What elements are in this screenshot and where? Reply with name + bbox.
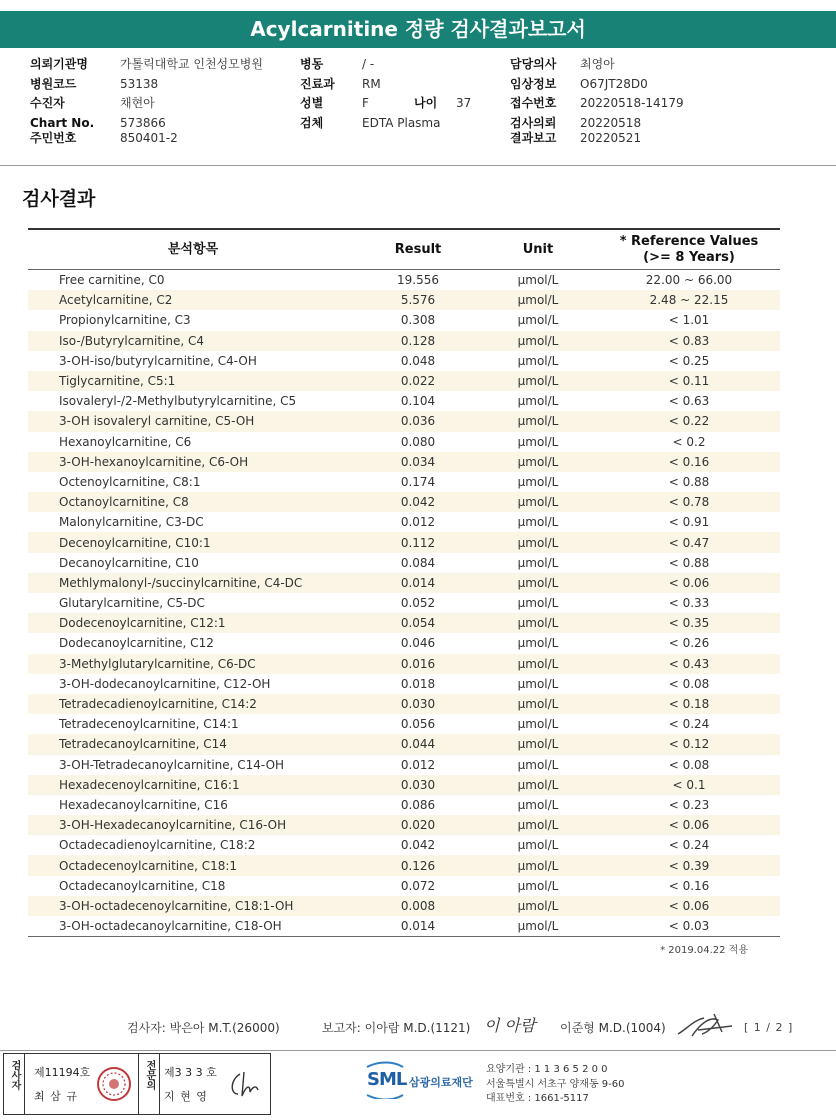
row-result: 0.034 xyxy=(358,452,478,472)
row-unit: μmol/L xyxy=(478,573,598,593)
row-reference: < 0.06 xyxy=(598,573,780,593)
stamp1-label: 검사자 xyxy=(9,1060,20,1090)
info-col-3 xyxy=(510,55,684,149)
row-unit: μmol/L xyxy=(517,636,559,651)
row-unit: μmol/L xyxy=(517,434,559,449)
row-result: 0.112 xyxy=(358,532,478,552)
stamp-box xyxy=(3,1053,271,1115)
row-reference: < 0.24 xyxy=(668,838,710,853)
row-name: 3-OH-octadecanoylcarnitine, C18-OH xyxy=(28,916,358,937)
info-col-1 xyxy=(30,55,263,149)
row-name: Hexadecenoylcarnitine, C16:1 xyxy=(28,775,358,795)
row-reference: < 0.26 xyxy=(668,636,710,651)
table-row xyxy=(28,815,780,835)
section-title: 검사결과 xyxy=(22,188,96,210)
stamp1-name: 최 삼 규 xyxy=(34,1090,78,1103)
results-body xyxy=(28,270,780,937)
row-reference: < 0.88 xyxy=(668,555,710,570)
specimen-value: EDTA Plasma xyxy=(362,115,441,130)
row-name: Methlymalonyl-/succinylcarnitine, C4-DC xyxy=(28,573,358,593)
row-reference: < 1.01 xyxy=(668,313,710,328)
table-row xyxy=(28,371,780,391)
table-row xyxy=(28,532,780,552)
table-header-row xyxy=(28,229,780,270)
row-name: Malonylcarnitine, C3-DC xyxy=(59,515,204,530)
table-row xyxy=(28,855,780,875)
row-name: Hexanoylcarnitine, C6 xyxy=(59,434,192,449)
row-result: 0.054 xyxy=(358,613,478,633)
row-result: 0.128 xyxy=(358,331,478,351)
row-reference: < 0.78 xyxy=(598,492,780,512)
row-unit: μmol/L xyxy=(517,313,559,328)
header-ref-line2: (>= 8 Years) xyxy=(643,249,735,265)
row-reference: < 0.33 xyxy=(668,596,710,611)
row-name: Decanoylcarnitine, C10 xyxy=(59,555,199,570)
row-unit: μmol/L xyxy=(478,331,598,351)
row-unit: μmol/L xyxy=(478,411,598,431)
address: 서울특별시 서초구 양재동 9-60 xyxy=(486,1078,625,1090)
row-unit: μmol/L xyxy=(478,896,598,916)
row-unit: μmol/L xyxy=(478,290,598,310)
row-unit: μmol/L xyxy=(517,394,559,409)
row-result: 5.576 xyxy=(358,290,478,310)
row-name: 3-OH-octadecenoylcarnitine, C18:1-OH xyxy=(28,896,358,916)
table-row xyxy=(28,613,780,633)
row-reference: < 0.08 xyxy=(668,757,710,772)
row-unit: μmol/L xyxy=(478,815,598,835)
resident-label: 주민번호 xyxy=(30,131,77,145)
row-result: 0.042 xyxy=(358,492,478,512)
chart-value: 573866 xyxy=(120,115,166,130)
table-row xyxy=(28,452,780,472)
row-unit: μmol/L xyxy=(478,532,598,552)
table-row xyxy=(28,270,780,291)
signature-icon xyxy=(226,1068,262,1102)
row-unit: μmol/L xyxy=(517,596,559,611)
table-row xyxy=(28,775,780,795)
footer-divider xyxy=(0,1050,836,1051)
row-name: Glutarylcarnitine, C5-DC xyxy=(59,596,205,611)
row-unit: μmol/L xyxy=(478,916,598,937)
stamp1-number: 제11194호 xyxy=(34,1066,91,1079)
ward-label: 병동 xyxy=(300,57,324,71)
row-unit: μmol/L xyxy=(517,717,559,732)
row-name: Hexadecanoylcarnitine, C16 xyxy=(59,797,228,812)
row-result: 0.012 xyxy=(400,757,436,772)
row-unit: μmol/L xyxy=(478,613,598,633)
row-reference: < 0.2 xyxy=(672,434,706,449)
row-unit: μmol/L xyxy=(517,474,559,489)
table-row xyxy=(28,714,780,734)
row-reference: 22.00 ~ 66.00 xyxy=(645,273,733,288)
row-result: 0.030 xyxy=(358,775,478,795)
row-name: Tetradecadienoylcarnitine, C14:2 xyxy=(28,694,358,714)
table-row xyxy=(28,795,780,815)
row-unit: μmol/L xyxy=(517,273,559,288)
reporter-signature: 보고자: 이아람 M.D.(1121) xyxy=(322,1021,471,1035)
row-result: 0.308 xyxy=(400,313,436,328)
table-row xyxy=(28,876,780,896)
seal-icon xyxy=(96,1066,132,1102)
row-reference: < 0.25 xyxy=(668,353,710,368)
ward-value: / - xyxy=(362,57,375,71)
row-reference: < 0.11 xyxy=(598,371,780,391)
table-row xyxy=(28,472,780,492)
row-reference: < 0.03 xyxy=(598,916,780,937)
row-unit: μmol/L xyxy=(478,371,598,391)
patient-value: 채현아 xyxy=(120,96,155,110)
row-name: Iso-/Butyrylcarnitine, C4 xyxy=(28,331,358,351)
table-row xyxy=(28,310,780,330)
row-name: Octadecanoylcarnitine, C18 xyxy=(59,878,226,893)
row-result: 0.080 xyxy=(400,434,436,449)
row-reference: < 0.39 xyxy=(598,855,780,875)
chart-label: Chart No. xyxy=(30,115,95,130)
row-result: 0.014 xyxy=(358,916,478,937)
row-name: Octadecadienoylcarnitine, C18:2 xyxy=(59,838,256,853)
stamp2-label: 전문의 xyxy=(144,1060,155,1090)
table-row xyxy=(28,391,780,411)
doctor-label: 담당의사 xyxy=(510,57,557,71)
row-name: 3-OH-hexanoylcarnitine, C6-OH xyxy=(28,452,358,472)
row-reference: < 0.06 xyxy=(598,896,780,916)
stamp2-label-cell xyxy=(138,1054,160,1114)
stamp2-name: 지 현 영 xyxy=(164,1090,208,1103)
row-result: 0.052 xyxy=(400,596,436,611)
row-reference: < 0.08 xyxy=(668,676,710,691)
row-unit: μmol/L xyxy=(517,757,559,772)
dept-value: RM xyxy=(362,76,381,91)
row-unit: μmol/L xyxy=(517,515,559,530)
table-row xyxy=(28,351,780,371)
approver-signature: 이준형 M.D.(1004) xyxy=(560,1021,666,1035)
table-row xyxy=(28,492,780,512)
row-name: Octenoylcarnitine, C8:1 xyxy=(59,474,201,489)
approver-sign-icon xyxy=(674,1010,736,1040)
row-name: 3-OH-iso/butyrylcarnitine, C4-OH xyxy=(59,353,257,368)
code-label: 병원코드 xyxy=(30,76,77,91)
row-result: 0.008 xyxy=(358,896,478,916)
row-unit: μmol/L xyxy=(517,797,559,812)
row-reference: < 0.22 xyxy=(598,411,780,431)
row-reference: < 0.24 xyxy=(668,717,710,732)
row-reference: < 0.88 xyxy=(668,474,710,489)
row-reference: 2.48 ~ 22.15 xyxy=(598,290,780,310)
table-row xyxy=(28,290,780,310)
hospital-value: 가톨릭대학교 인천성모병원 xyxy=(120,57,263,71)
row-unit: μmol/L xyxy=(517,878,559,893)
row-reference: < 0.47 xyxy=(598,532,780,552)
specimen-label: 검체 xyxy=(300,115,324,130)
reporter-sign-image: 이 아람 xyxy=(484,1016,536,1035)
row-result: 0.048 xyxy=(400,353,436,368)
tester-signature: 검사자: 박은아 M.T.(26000) xyxy=(127,1021,280,1035)
row-result: 0.022 xyxy=(358,371,478,391)
table-row xyxy=(28,411,780,431)
org-address xyxy=(486,1063,625,1107)
header-item: 분석항목 xyxy=(28,229,358,270)
row-reference: < 0.12 xyxy=(598,734,780,754)
row-name: Isovaleryl-/2-Methylbutyrylcarnitine, C5 xyxy=(59,394,297,409)
row-reference: < 0.1 xyxy=(598,775,780,795)
table-row xyxy=(28,331,780,351)
sex-value: F xyxy=(362,96,369,110)
row-reference: < 0.83 xyxy=(598,331,780,351)
row-result: 0.018 xyxy=(400,676,436,691)
row-result: 0.086 xyxy=(400,797,436,812)
row-name: Propionylcarnitine, C3 xyxy=(59,313,191,328)
table-row xyxy=(28,896,780,916)
header-unit: Unit xyxy=(478,229,598,270)
table-row xyxy=(28,734,780,754)
row-unit: μmol/L xyxy=(478,492,598,512)
clinical-label: 임상정보 xyxy=(510,76,557,91)
row-result: 0.042 xyxy=(400,838,436,853)
row-name: 3-OH-dodecanoylcarnitine, C12-OH xyxy=(59,676,271,691)
row-unit: μmol/L xyxy=(478,694,598,714)
row-name: Tiglycarnitine, C5:1 xyxy=(28,371,358,391)
reference-note: * 2019.04.22 적용 xyxy=(660,945,748,956)
row-unit: μmol/L xyxy=(478,734,598,754)
row-reference: < 0.63 xyxy=(668,394,710,409)
patient-label: 수진자 xyxy=(30,96,65,110)
info-col-2 xyxy=(300,55,471,133)
table-row xyxy=(28,432,780,452)
row-result: 0.020 xyxy=(358,815,478,835)
row-result: 0.056 xyxy=(400,717,436,732)
row-name: 3-OH-Hexadecanoylcarnitine, C16-OH xyxy=(28,815,358,835)
care-number: 요양기관 : 1 1 3 6 5 2 0 0 xyxy=(486,1064,608,1075)
org-name: 삼광의료재단 xyxy=(409,1076,473,1089)
table-row xyxy=(28,654,780,674)
row-name: Dodecenoylcarnitine, C12:1 xyxy=(28,613,358,633)
table-row xyxy=(28,553,780,573)
receipt-value: 20220518-14179 xyxy=(580,96,684,110)
stamp2-number: 제3 3 3 호 xyxy=(164,1066,217,1079)
page-number: [ 1 / 2 ] xyxy=(744,1021,794,1034)
row-reference: < 0.35 xyxy=(598,613,780,633)
table-row xyxy=(28,633,780,653)
row-reference: < 0.43 xyxy=(598,654,780,674)
table-row xyxy=(28,512,780,532)
row-result: 0.104 xyxy=(400,394,436,409)
header-divider xyxy=(0,165,836,166)
table-row xyxy=(28,593,780,613)
receipt-label: 접수번호 xyxy=(510,96,557,110)
stamp1-label-cell xyxy=(4,1054,25,1114)
row-unit: μmol/L xyxy=(478,654,598,674)
row-result: 0.126 xyxy=(358,855,478,875)
row-result: 0.072 xyxy=(400,878,436,893)
row-unit: μmol/L xyxy=(478,855,598,875)
row-name: Tetradecanoylcarnitine, C14 xyxy=(28,734,358,754)
doctor-value: 최영아 xyxy=(580,57,615,71)
table-row xyxy=(28,573,780,593)
resident-value: 850401-2 xyxy=(120,131,178,145)
age-value: 37 xyxy=(456,96,472,110)
phone: 대표번호 : 1661-5117 xyxy=(486,1093,589,1104)
table-row xyxy=(28,674,780,694)
row-name: 3-Methylglutarylcarnitine, C6-DC xyxy=(28,654,358,674)
row-result: 0.046 xyxy=(400,636,436,651)
row-name: Dodecanoylcarnitine, C12 xyxy=(59,636,214,651)
row-name: Octadecenoylcarnitine, C18:1 xyxy=(28,855,358,875)
age-label: 나이 xyxy=(414,96,438,110)
request-value: 20220518 xyxy=(580,115,642,130)
table-row xyxy=(28,835,780,855)
table-row xyxy=(28,916,780,937)
code-value: 53138 xyxy=(120,76,159,91)
row-result: 0.014 xyxy=(358,573,478,593)
row-result: 0.030 xyxy=(358,694,478,714)
report-title: Acylcarnitine 정량 검사결과보고서 xyxy=(0,11,836,48)
dept-label: 진료과 xyxy=(300,76,335,91)
sml-logo-text: SML xyxy=(367,1069,407,1090)
row-unit: μmol/L xyxy=(517,676,559,691)
row-reference: < 0.16 xyxy=(598,452,780,472)
row-unit: μmol/L xyxy=(478,775,598,795)
row-unit: μmol/L xyxy=(478,452,598,472)
report-date-label: 결과보고 xyxy=(510,131,557,145)
row-result: 0.044 xyxy=(358,734,478,754)
row-reference: < 0.91 xyxy=(668,515,710,530)
row-result: 0.084 xyxy=(400,555,436,570)
table-row xyxy=(28,755,780,775)
row-result: 19.556 xyxy=(397,273,439,288)
row-unit: μmol/L xyxy=(517,838,559,853)
report-date-value: 20220521 xyxy=(580,131,642,145)
request-label: 검사의뢰 xyxy=(510,115,557,130)
header-reference xyxy=(598,229,780,270)
row-name: Acetylcarnitine, C2 xyxy=(28,290,358,310)
clinical-value: O67JT28D0 xyxy=(580,76,648,91)
row-unit: μmol/L xyxy=(517,353,559,368)
row-reference: < 0.16 xyxy=(668,878,710,893)
row-name: Tetradecenoylcarnitine, C14:1 xyxy=(59,717,239,732)
results-table xyxy=(28,228,780,937)
sex-label: 성별 xyxy=(300,96,324,110)
row-reference: < 0.06 xyxy=(598,815,780,835)
table-row xyxy=(28,694,780,714)
row-result: 0.036 xyxy=(358,411,478,431)
hospital-label: 의뢰기관명 xyxy=(30,57,88,71)
row-result: 0.012 xyxy=(400,515,436,530)
row-unit: μmol/L xyxy=(517,555,559,570)
row-name: Free carnitine, C0 xyxy=(59,273,165,288)
row-result: 0.174 xyxy=(400,474,436,489)
header-result: Result xyxy=(358,229,478,270)
row-reference: < 0.18 xyxy=(598,694,780,714)
row-name: 3-OH isovaleryl carnitine, C5-OH xyxy=(28,411,358,431)
row-name: Decenoylcarnitine, C10:1 xyxy=(28,532,358,552)
header-ref-line1: * Reference Values xyxy=(619,233,759,249)
row-result: 0.016 xyxy=(358,654,478,674)
row-name: 3-OH-Tetradecanoylcarnitine, C14-OH xyxy=(59,757,285,772)
row-reference: < 0.23 xyxy=(668,797,710,812)
row-name: Octanoylcarnitine, C8 xyxy=(28,492,358,512)
